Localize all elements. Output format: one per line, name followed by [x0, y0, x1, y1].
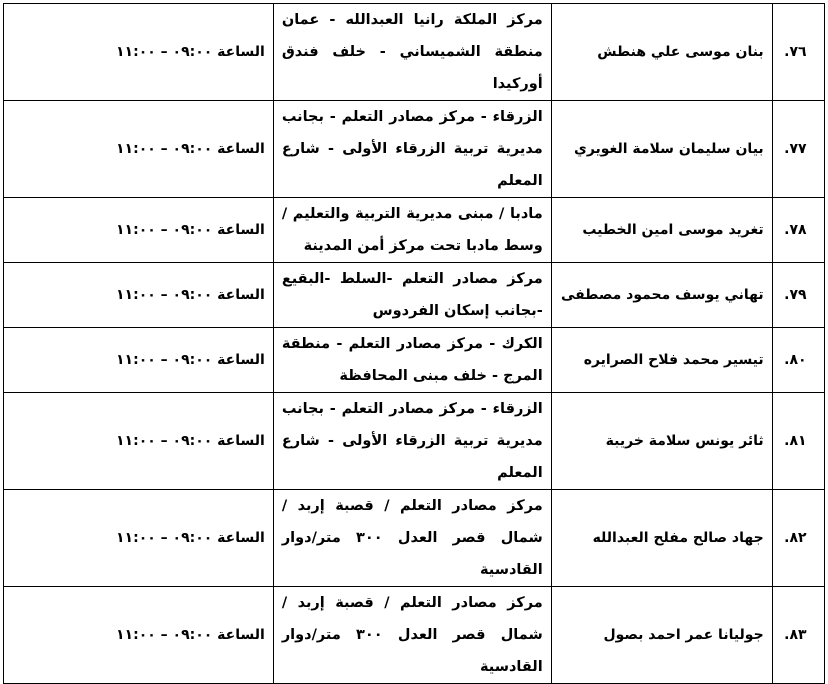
table-row — [4, 587, 825, 684]
table-row — [4, 198, 825, 263]
person-name: بنان موسى علي هنطش — [551, 4, 772, 101]
table-row — [4, 101, 825, 198]
person-name: جوليانا عمر احمد بصول — [551, 587, 772, 684]
person-name: ثائر يونس سلامة خريبة — [551, 393, 772, 490]
row-number: ٧٨. — [772, 198, 824, 263]
exam-time: الساعة ٠٩:٠٠ – ١١:٠٠ — [4, 263, 274, 328]
table-row — [4, 490, 825, 587]
row-number: ٧٩. — [772, 263, 824, 328]
row-number: ٨١. — [772, 393, 824, 490]
row-number: ٧٧. — [772, 101, 824, 198]
exam-time: الساعة ٠٩:٠٠ – ١١:٠٠ — [4, 4, 274, 101]
exam-location: الزرقاء - مركز مصادر التعلم - بجانب مديرية تربية الزرقاء الأولى - شارع المعلم — [273, 101, 551, 198]
exam-time: الساعة ٠٩:٠٠ – ١١:٠٠ — [4, 587, 274, 684]
exam-time: الساعة ٠٩:٠٠ – ١١:٠٠ — [4, 328, 274, 393]
row-number: ٧٦. — [772, 4, 824, 101]
person-name: جهاد صالح مفلح العبدالله — [551, 490, 772, 587]
exam-location: مركز مصادر التعلم / قصبة إربد / شمال قصر العدل ٣٠٠ متر/دوار القادسية — [273, 587, 551, 684]
exam-location: مركز مصادر التعلم -السلط -البقيع -بجانب إسكان الفردوس — [273, 263, 551, 328]
person-name: تيسير محمد فلاح الصرايره — [551, 328, 772, 393]
person-name: بيان سليمان سلامة الغويري — [551, 101, 772, 198]
exam-time: الساعة ٠٩:٠٠ – ١١:٠٠ — [4, 101, 274, 198]
exam-time: الساعة ٠٩:٠٠ – ١١:٠٠ — [4, 198, 274, 263]
person-name: تهاني يوسف محمود مصطفى — [551, 263, 772, 328]
exam-location: الكرك - مركز مصادر التعلم - منطقة المرج - خلف مبنى المحافظة — [273, 328, 551, 393]
row-number: ٨٣. — [772, 587, 824, 684]
exam-time: الساعة ٠٩:٠٠ – ١١:٠٠ — [4, 393, 274, 490]
table-row — [4, 4, 825, 101]
table-row — [4, 263, 825, 328]
exam-location: الزرقاء - مركز مصادر التعلم - بجانب مديرية تربية الزرقاء الأولى - شارع المعلم — [273, 393, 551, 490]
exam-location: مادبا / مبنى مديرية التربية والتعليم /وسط مادبا تحت مركز أمن المدينة — [273, 198, 551, 263]
table-row — [4, 328, 825, 393]
table-body — [4, 4, 825, 684]
exam-location: مركز الملكة رانيا العبدالله - عمان منطقة الشميساني - خلف فندق أوركيدا — [273, 4, 551, 101]
row-number: ٨٠. — [772, 328, 824, 393]
candidates-table — [3, 3, 825, 684]
table-row — [4, 393, 825, 490]
person-name: تغريد موسى امين الخطيب — [551, 198, 772, 263]
row-number: ٨٢. — [772, 490, 824, 587]
exam-time: الساعة ٠٩:٠٠ – ١١:٠٠ — [4, 490, 274, 587]
exam-location: مركز مصادر التعلم / قصبة إربد / شمال قصر العدل ٣٠٠ متر/دوار القادسية — [273, 490, 551, 587]
